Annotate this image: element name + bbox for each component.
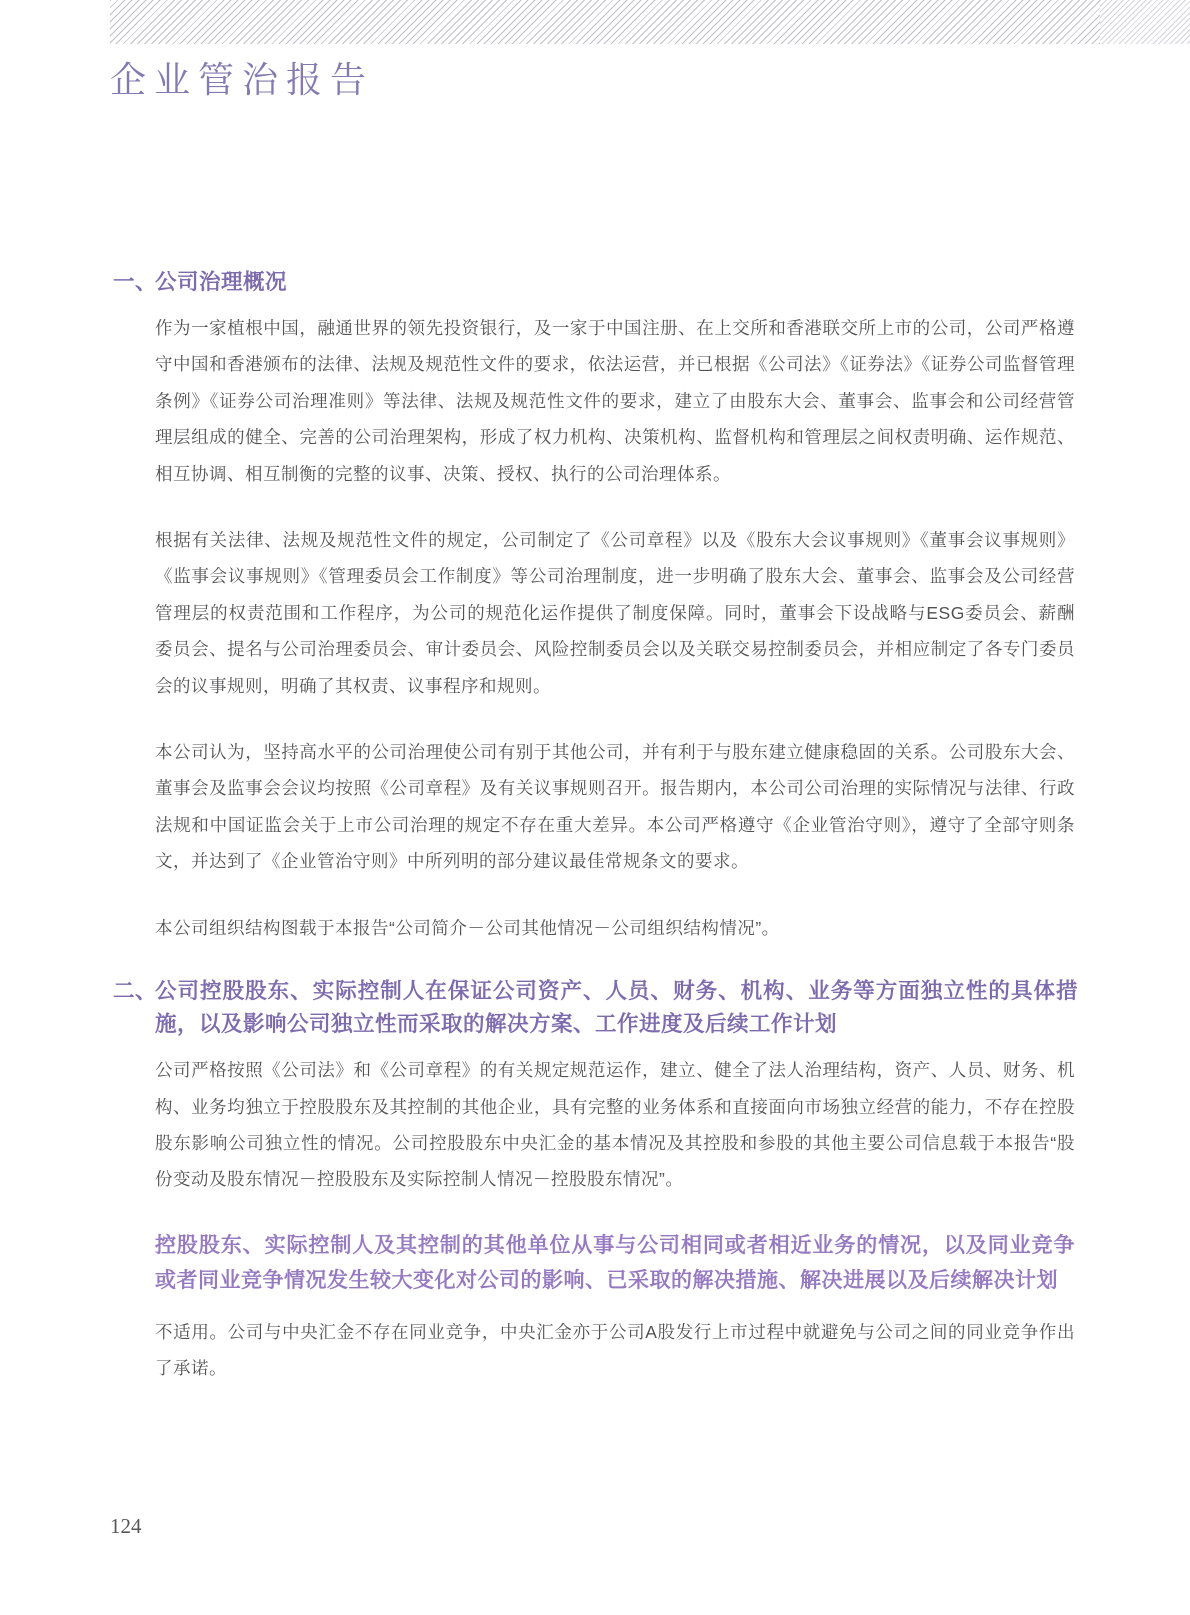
section-1-paragraph-2: 根据有关法律、法规及规范性文件的规定，公司制定了《公司章程》以及《股东大会议事规则》《董事会议事规则》《监事会议事规则》《管理委员会工作制度》等公司治理制度，进一步明确了股东大会、董事会、监事会及公司经营管理层的权责范围和工作程序，为公司的规范化运作提供了制度保障。同时，董事会下设战略与ESG委员会、薪酬委员会、提名与公司治理委员会、审计委员会、风险控制委员会以及关联交易控制委员会，并相应制定了各专门委员会的议事规则，明确了其权责、议事程序和规则。	[155, 530, 1075, 696]
section-1-paragraph-1: 作为一家植根中国，融通世界的领先投资银行，及一家于中国注册、在上交所和香港联交所上市的公司，公司严格遵守中国和香港颁布的法律、法规及规范性文件的要求，依法运营，并已根据《公司法》《证券法》《证券公司监督管理条例》《证券公司治理准则》等法律、法规及规范性文件的要求，建立了由股东大会、董事会、监事会和公司经营管理层组成的健全、完善的公司治理架构，形成了权力机构、决策机构、监督机构和管理层之间权责明确、运作规范、相互协调、相互制衡的完整的议事、决策、授权、执行的公司治理体系。	[155, 318, 1075, 484]
section-1-paragraph-3: 本公司认为，坚持高水平的公司治理使公司有别于其他公司，并有利于与股东建立健康稳固的关系。公司股东大会、董事会及监事会会议均按照《公司章程》及有关议事规则召开。报告期内，本公司公司治理的实际情况与法律、行政法规和中国证监会关于上市公司治理的规定不存在重大差异。本公司严格遵守《企业管治守则》，遵守了全部守则条文，并达到了《企业管治守则》中所列明的部分建议最佳常规条文的要求。	[155, 742, 1075, 872]
section-2-heading	[113, 975, 1078, 1041]
diagonal-hatch-decoration	[110, 0, 1190, 44]
section-2-paragraph-1: 公司严格按照《公司法》和《公司章程》的有关规定规范运作，建立、健全了法人治理结构，资产、人员、财务、机构、业务均独立于控股股东及其控制的其他企业，具有完整的业务体系和直接面向市场独立经营的能力，不存在控股股东影响公司独立性的情况。公司控股股东中央汇金的基本情况及其控股和参股的其他主要公司信息载于本报告“股份变动及股东情况－控股股东及实际控制人情况－控股股东情况”。	[155, 1060, 1075, 1190]
document-content	[113, 266, 1078, 1387]
section-1-heading	[113, 266, 1078, 299]
page-number: 124	[110, 1514, 142, 1538]
section-1-paragraph-4: 本公司组织结构图载于本报告“公司简介－公司其他情况－公司组织结构情况”。	[155, 917, 780, 938]
section-2-title: 公司控股股东、实际控制人在保证公司资产、人员、财务、机构、业务等方面独立性的具体措施，以及影响公司独立性而采取的解决方案、工作进度及后续工作计划	[155, 979, 1078, 1037]
page-title: 企业管治报告	[110, 60, 375, 100]
section-2-number: 二、	[113, 979, 158, 1004]
diagonal-hatch-decoration-light	[1100, 0, 1190, 44]
section-2-paragraph-2: 不适用。公司与中央汇金不存在同业竞争，中央汇金亦于公司A股发行上市过程中就避免与公司之间的同业竞争作出了承诺。	[155, 1321, 1075, 1379]
section-2-subheading: 控股股东、实际控制人及其控制的其他单位从事与公司相同或者相近业务的情况，以及同业竞争或者同业竞争情况发生较大变化对公司的影响、已采取的解决措施、解决进展以及后续解决计划	[155, 1233, 1075, 1292]
section-1-number: 一、	[113, 270, 158, 294]
section-1-title: 公司治理概况	[155, 270, 288, 294]
